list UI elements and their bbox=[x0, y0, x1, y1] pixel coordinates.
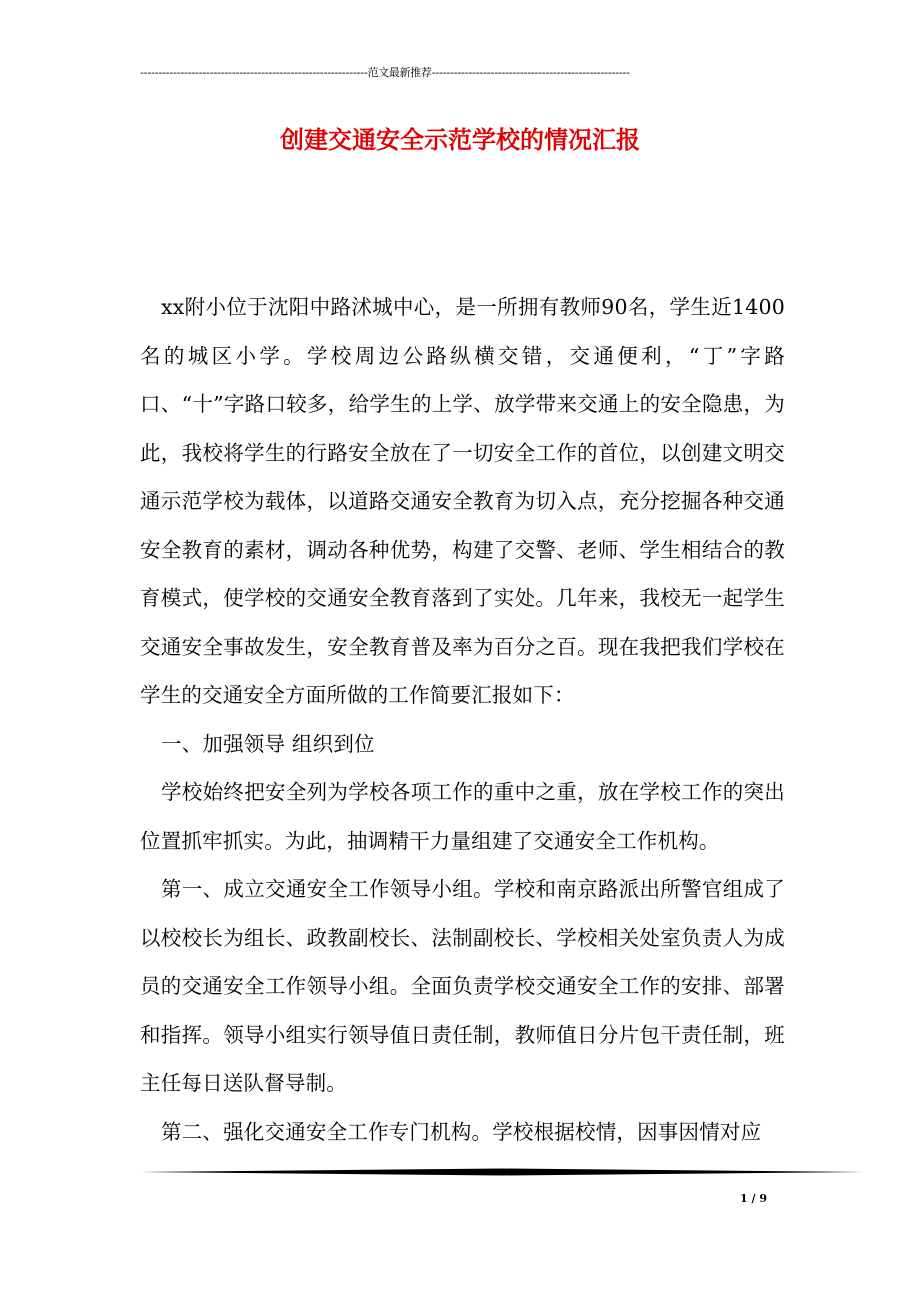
page-header: --------------------------------------------------------------范文最新推荐------------------------------------------------------ bbox=[140, 66, 630, 79]
page-number: 1 / 9 bbox=[740, 1192, 767, 1205]
paragraph-first-item: 第一、成立交通安全工作领导小组。学校和南京路派出所警官组成了以校校长为组长、政教副校长、法制副校长、学校相关处室负责人为成员的交通安全工作领导小组。全面负责学校交通安全工作的安排、部署和指挥。领导小组实行领导值日责任制，教师值日分片包干责任制，班主任每日送队督导制。 bbox=[140, 877, 785, 1095]
paragraph-intro: xx附小位于沈阳中路沭城中心，是一所拥有教师90名，学生近1400名的城区小学。学校周边公路纵横交错，交通便利，“丁”字路口、“十”字路口较多，给学生的上学、放学带来交通上的安全隐患，为此，我校将学生的行路安全放在了一切安全工作的首位，以创建文明交通示范学校为载体，以道路交通安全教育为切入点，充分挖掘各种交通安全教育的素材，调动各种优势，构建了交警、老师、学生相结合的教育模式，使学校的交通安全教育落到了实处。几年来，我校无一起学生交通安全事故发生，安全教育普及率为百分之百。现在我把我们学校在学生的交通安全方面所做的工作简要汇报如下： bbox=[140, 295, 785, 707]
paragraph-section-1: 学校始终把安全列为学校各项工作的重中之重，放在学校工作的突出位置抓牢抓实。为此，抽调精干力量组建了交通安全工作机构。 bbox=[140, 780, 785, 853]
footer-divider bbox=[140, 1168, 864, 1176]
section-heading-1: 一、加强领导 组织到位 bbox=[161, 731, 375, 756]
document-body bbox=[140, 283, 785, 1156]
document-title: 创建交通安全示范学校的情况汇报 bbox=[280, 126, 640, 154]
paragraph-second-item: 第二、强化交通安全工作专门机构。学校根据校情，因事因情对应 bbox=[161, 1119, 762, 1144]
